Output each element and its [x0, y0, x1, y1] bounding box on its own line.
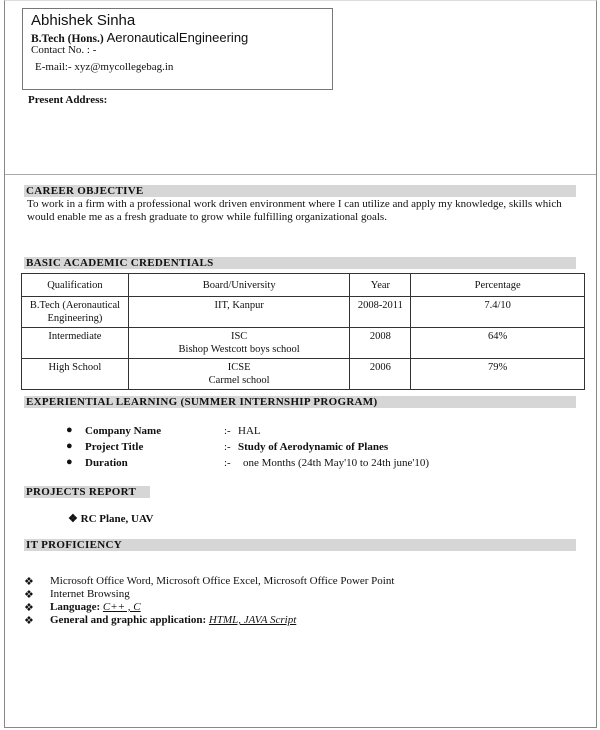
career-objective-heading-text: CAREER OBJECTIVE — [26, 185, 144, 197]
it-heading — [24, 539, 576, 551]
contact-number: Contact No. : - — [31, 44, 97, 56]
academic-table — [21, 273, 585, 390]
internship-heading — [24, 396, 576, 408]
language-value: C++ , C — [102, 601, 141, 613]
company-label: Company Name — [85, 425, 162, 437]
school-name: Bishop Westcott boys school — [178, 344, 300, 355]
board-cell — [128, 297, 350, 328]
separator: :- — [224, 457, 231, 469]
projects-heading — [24, 486, 150, 498]
qualification-cell: Intermediate — [22, 328, 129, 359]
table-header-row — [22, 274, 585, 297]
board-cell — [128, 359, 350, 390]
present-address-label: Present Address: — [28, 94, 108, 106]
applications-value: HTML, JAVA Script — [208, 614, 297, 626]
table-row — [22, 328, 585, 359]
percentage-cell: 7.4/10 — [411, 297, 585, 328]
table-row — [22, 297, 585, 328]
percentage-cell: 64% — [411, 328, 585, 359]
diamond-bullet-icon: ❖ — [24, 615, 34, 627]
board-name: ICSE — [227, 362, 251, 373]
internship-heading-text: EXPERIENTIAL LEARNING (SUMMER INTERNSHIP PROGRAM) — [26, 396, 378, 408]
academic-heading — [24, 257, 576, 269]
separator: :- — [224, 441, 231, 453]
table-row — [22, 359, 585, 390]
career-objective-heading — [24, 185, 576, 197]
project-item-text: RC Plane, UAV — [80, 513, 154, 525]
degree-line — [31, 30, 248, 45]
school-name: Carmel school — [208, 375, 270, 386]
duration-value: one Months (24th May'10 to 24th june'10) — [243, 457, 430, 469]
it-item-label — [50, 614, 296, 626]
percentage-cell: 79% — [411, 359, 585, 390]
separator: :- — [224, 425, 231, 437]
column-header: Year — [350, 274, 411, 297]
degree-prefix: B.Tech (Hons.) — [31, 33, 104, 45]
company-value: HAL — [238, 425, 261, 437]
project-label: Project Title — [85, 441, 144, 453]
diamond-bullet-icon: ❖ — [68, 513, 78, 525]
projects-heading-text: PROJECTS REPORT — [26, 486, 137, 498]
qualification-cell: B.Tech (Aeronautical Engineering) — [22, 297, 129, 328]
bullet-icon: ● — [66, 456, 73, 468]
degree-main: AeronauticalEngineering — [106, 30, 249, 45]
it-item-label — [50, 601, 141, 613]
academic-heading-text: BASIC ACADEMIC CREDENTIALS — [26, 257, 214, 269]
year-cell: 2008-2011 — [350, 297, 411, 328]
board-name: IIT, Kanpur — [214, 300, 264, 311]
qualification-cell: High School — [22, 359, 129, 390]
duration-label: Duration — [85, 457, 128, 469]
bullet-icon: ● — [66, 440, 73, 452]
bullet-icon: ● — [66, 424, 73, 436]
board-name: ISC — [230, 331, 248, 342]
header-divider — [5, 174, 596, 175]
column-header: Percentage — [411, 274, 585, 297]
project-value: Study of Aerodynamic of Planes — [238, 441, 389, 453]
column-header: Board/University — [128, 274, 350, 297]
column-header: Qualification — [22, 274, 129, 297]
candidate-name: Abhishek Sinha — [31, 12, 136, 29]
career-objective-text: To work in a firm with a professional work driven environment where I can utilize and apply my knowledge, skills which would enable me as a fresh graduate to grow while fulfilling organizational goals. — [27, 198, 562, 223]
applications-label: General and graphic application: — [50, 614, 207, 626]
header-box — [22, 8, 333, 90]
email-line: E-mail:- xyz@mycollegebag.in — [35, 61, 174, 73]
it-heading-text: IT PROFICIENCY — [26, 539, 122, 551]
it-item: Microsoft Office Word, Microsoft Office Excel, Microsoft Office Power Point — [50, 575, 395, 587]
diamond-bullet-icon: ❖ — [24, 602, 34, 614]
it-item: Internet Browsing — [50, 588, 130, 600]
board-cell — [128, 328, 350, 359]
diamond-bullet-icon: ❖ — [24, 589, 34, 601]
year-cell: 2008 — [350, 328, 411, 359]
language-label: Language: — [50, 601, 101, 613]
year-cell: 2006 — [350, 359, 411, 390]
project-item — [68, 512, 153, 525]
diamond-bullet-icon: ❖ — [24, 576, 34, 588]
